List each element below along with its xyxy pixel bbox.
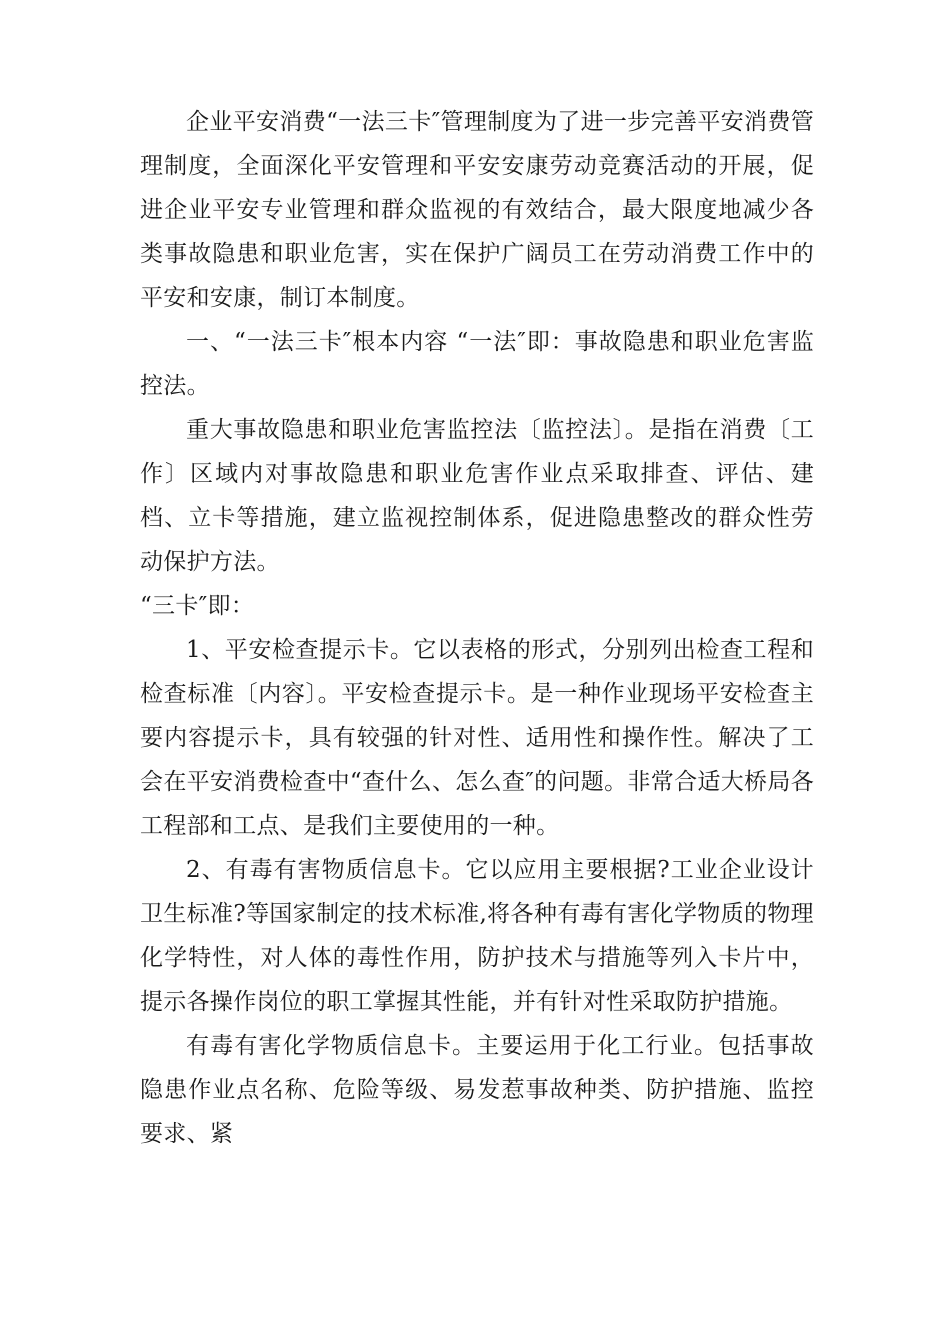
paragraph-intro: 企业平安消费“一法三卡″管理制度为了进一步完善平安消费管理制度，全面深化平安管理和平安安康劳动竞赛活动的开展，促进企业平安专业管理和群众监视的有效结合，最大限度地减少各类事故隐患和职业危害，实在保护广阔员工在劳动消费工作中的平安和安康，制订本制度。 — [140, 109, 814, 311]
document-page — [140, 100, 814, 1156]
paragraph-section-one: 一、“一法三卡″根本内容 “一法″即：事故隐患和职业危害监控法。 — [140, 329, 814, 399]
paragraph-safety-check-card: 1、平安检查提示卡。它以表格的形式，分别列出检查工程和检查标准〔内容〕。平安检查提示卡。是一种作业现场平安检查主要内容提示卡，具有较强的针对性、适用性和操作性。解决了工会在平安消费检查中“查什么、怎么查″的问题。非常合适大桥局各工程部和工点、是我们主要使用的一种。 — [140, 637, 814, 839]
paragraph-chemical-info-card: 有毒有害化学物质信息卡。主要运用于化工行业。包括事故隐患作业点名称、危险等级、易发惹事故种类、防护措施、监控要求、紧 — [140, 1033, 814, 1147]
paragraph-monitoring-method: 重大事故隐患和职业危害监控法〔监控法〕。是指在消费〔工作〕区域内对事故隐患和职业危害作业点采取排查、评估、建档、立卡等措施，建立监视控制体系，促进隐患整改的群众性劳动保护方法。 — [140, 417, 814, 575]
paragraph-three-cards-heading: “三卡″即： — [140, 593, 255, 619]
paragraph-toxic-substance-card: 2、有毒有害物质信息卡。它以应用主要根据?工业企业设计卫生标准?等国家制定的技术标准,将各种有毒有害化学物质的物理化学特性，对人体的毒性作用，防护技术与措施等列入卡片中，提示各操作岗位的职工掌握其性能，并有针对性采取防护措施。 — [140, 857, 814, 1015]
